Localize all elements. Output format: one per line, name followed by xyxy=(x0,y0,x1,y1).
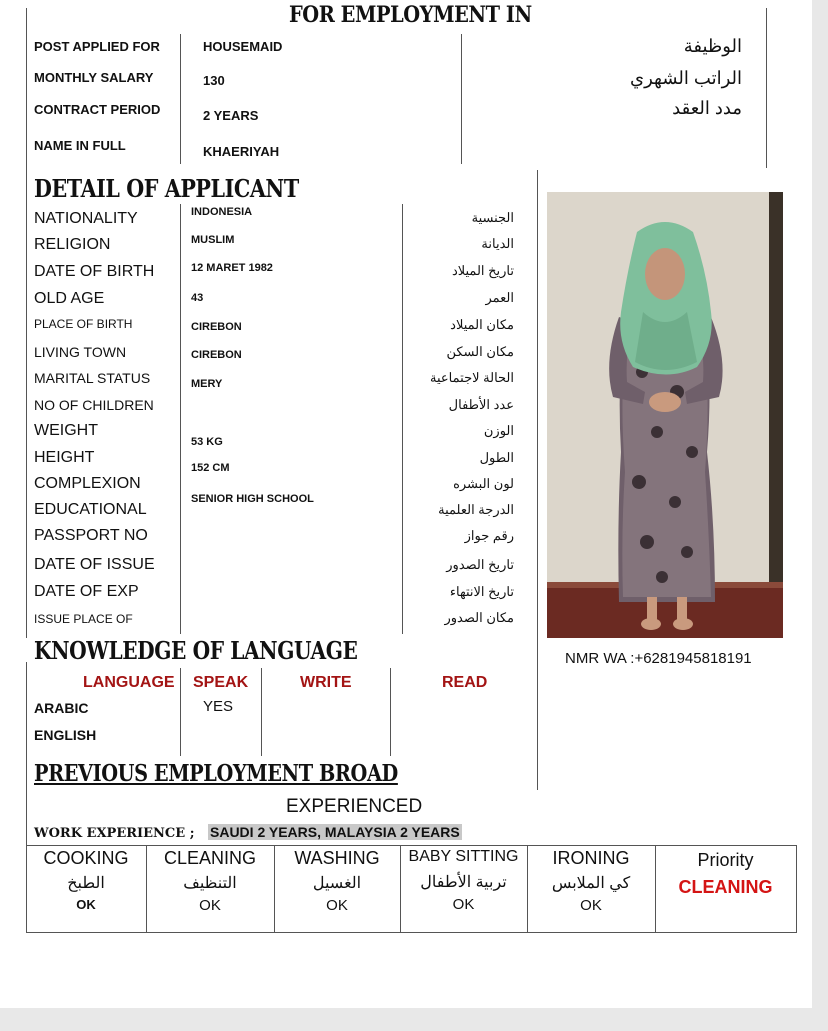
issue-date-label: DATE OF ISSUE xyxy=(34,556,155,573)
post-value: HOUSEMAID xyxy=(203,39,283,54)
lang-header-speak: SPEAK xyxy=(193,674,249,691)
detail-divider-1 xyxy=(180,204,181,634)
pob-label: PLACE OF BIRTH xyxy=(34,317,133,331)
skill-ironing xyxy=(527,848,655,914)
pob-arabic: مكان الميلاد xyxy=(450,317,514,332)
detail-title: DETAIL OF APPLICANT xyxy=(34,174,299,203)
skill-baby-sitting xyxy=(400,848,527,913)
dob-value: 12 MARET 1982 xyxy=(191,262,273,274)
passport-label: PASSPORT NO xyxy=(34,527,148,544)
dob-label: DATE OF BIRTH xyxy=(34,263,155,280)
salary-value: 130 xyxy=(203,73,225,88)
dob-arabic: تاريخ الميلاد xyxy=(451,263,514,278)
issue-date-arabic: تاريخ الصدور xyxy=(446,557,514,572)
height-label: HEIGHT xyxy=(34,449,95,466)
skill-ironing-val: OK xyxy=(580,897,602,914)
marital-value: MERY xyxy=(191,378,223,390)
frame-left-top xyxy=(26,8,27,168)
lang-divider-3 xyxy=(390,668,391,756)
passport-arabic: رقم جواز xyxy=(464,528,514,543)
educational-label: EDUCATIONAL xyxy=(34,501,147,518)
living-town-arabic: مكان السكن xyxy=(446,344,514,359)
post-label: POST APPLIED FOR xyxy=(34,39,160,54)
skill-cooking-en: COOKING xyxy=(43,848,129,868)
skill-washing-ar: الغسيل xyxy=(312,875,362,892)
photo-divider xyxy=(537,170,538,790)
children-label: NO OF CHILDREN xyxy=(34,397,154,413)
height-arabic: الطول xyxy=(479,450,514,465)
marital-arabic: الحالة لاجتماعية xyxy=(430,370,514,385)
weight-value: 53 KG xyxy=(191,436,223,448)
height-value: 152 CM xyxy=(191,462,230,474)
applicant-photo-graphic xyxy=(547,192,783,638)
skills-bottom-line xyxy=(26,932,796,933)
lang-header-write: WRITE xyxy=(300,674,352,691)
lang-arabic-speak: YES xyxy=(203,698,234,715)
lang-header-language: LANGUAGE xyxy=(83,674,175,691)
skill-washing xyxy=(274,848,400,914)
skills-right-border xyxy=(796,845,797,933)
skill-washing-en: WASHING xyxy=(294,848,380,868)
whatsapp-number: NMR WA :+6281945818191 xyxy=(565,650,752,667)
contract-arabic: مدد العقد xyxy=(672,98,742,118)
religion-label: RELIGION xyxy=(34,236,111,253)
frame-right-top xyxy=(766,8,767,168)
divider-value-arabic xyxy=(461,34,462,164)
name-label: NAME IN FULL xyxy=(34,138,126,153)
priority-label: Priority xyxy=(697,850,754,870)
applicant-photo xyxy=(547,192,783,638)
language-title: KNOWLEDGE OF LANGUAGE xyxy=(34,636,358,665)
divider-label-value xyxy=(180,34,181,164)
skill-cleaning-en: CLEANING xyxy=(163,848,257,868)
complexion-arabic: لون البشره xyxy=(453,476,514,491)
complexion-label: COMPLEXION xyxy=(34,475,141,492)
skill-ironing-en: IRONING xyxy=(552,848,630,868)
age-label: OLD AGE xyxy=(34,290,105,307)
living-town-value: CIREBON xyxy=(191,349,242,361)
pob-value: CIREBON xyxy=(191,321,242,333)
skill-cooking xyxy=(26,848,146,912)
children-arabic: عدد الأطفال xyxy=(448,397,514,412)
complexion-value: SENIOR HIGH SCHOOL xyxy=(191,493,314,505)
skill-cleaning xyxy=(146,848,274,914)
nationality-arabic: الجنسية xyxy=(471,210,514,225)
religion-value: MUSLIM xyxy=(191,234,235,246)
weight-arabic: الوزن xyxy=(483,423,514,438)
lang-arabic: ARABIC xyxy=(34,700,89,716)
exp-date-label: DATE OF EXP xyxy=(34,583,139,600)
issue-place-arabic: مكان الصدور xyxy=(444,610,514,625)
priority-value: CLEANING xyxy=(678,877,773,897)
skill-baby-sitting-ar: تربية الأطفال xyxy=(420,874,507,891)
experienced-label: EXPERIENCED xyxy=(286,796,423,817)
nationality-value: INDONESIA xyxy=(191,206,253,218)
priority-cell xyxy=(655,850,796,898)
lang-header-read: READ xyxy=(442,674,488,691)
age-value: 43 xyxy=(191,292,204,304)
page-title: FOR EMPLOYMENT IN xyxy=(289,2,532,28)
contract-label: CONTRACT PERIOD xyxy=(34,102,161,117)
name-value: KHAERIYAH xyxy=(203,144,280,159)
skill-ironing-ar: كي الملابس xyxy=(551,875,631,892)
skill-cooking-ar: الطبخ xyxy=(67,875,105,892)
nationality-label: NATIONALITY xyxy=(34,210,138,227)
contract-value: 2 YEARS xyxy=(203,108,259,123)
previous-title: PREVIOUS EMPLOYMENT BROAD xyxy=(34,760,398,787)
work-experience-value: SAUDI 2 YEARS, MALAYSIA 2 YEARS xyxy=(210,824,460,840)
salary-arabic: الراتب الشهري xyxy=(630,68,742,88)
skill-cleaning-val: OK xyxy=(199,897,221,914)
skill-baby-sitting-val: OK xyxy=(452,896,475,913)
skill-cleaning-ar: التنظيف xyxy=(183,875,237,892)
educational-arabic: الدرجة العلمية xyxy=(438,502,514,517)
skill-baby-sitting-en: BABY SITTING xyxy=(408,848,519,865)
issue-place-label: ISSUE PLACE OF xyxy=(34,612,133,626)
skill-washing-val: OK xyxy=(326,897,348,914)
religion-arabic: الديانة xyxy=(481,236,514,251)
frame-left-mid xyxy=(26,168,27,638)
marital-label: MARITAL STATUS xyxy=(34,370,151,386)
skills-top-line xyxy=(26,845,796,846)
exp-date-arabic: تاريخ الانتهاء xyxy=(449,584,514,599)
lang-divider-1 xyxy=(180,668,181,756)
lang-english: ENGLISH xyxy=(34,727,97,743)
detail-divider-2 xyxy=(402,204,403,634)
work-experience-label: WORK EXPERIENCE ; xyxy=(34,826,195,841)
weight-label: WEIGHT xyxy=(34,422,98,439)
post-arabic: الوظيفة xyxy=(683,36,742,56)
lang-divider-2 xyxy=(261,668,262,756)
skill-cooking-val: OK xyxy=(76,897,96,912)
age-arabic: العمر xyxy=(485,290,514,305)
living-town-label: LIVING TOWN xyxy=(34,344,127,360)
salary-label: MONTHLY SALARY xyxy=(34,70,154,85)
